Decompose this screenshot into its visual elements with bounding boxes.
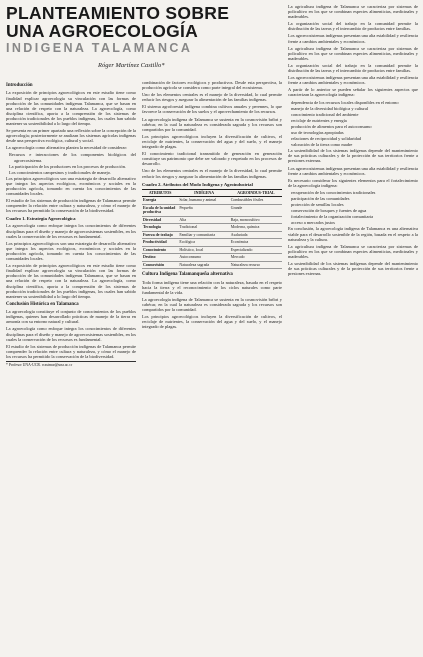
title-line-1: PLANTEAMIENTO SOBRE: [6, 3, 230, 23]
table-cell: Naturaleza recurso: [230, 261, 282, 269]
paragraph: La agroecología indígena de Talamanca se sustenta en la cosmovisión bribri y cabécar, en la cual la naturaleza es considerada sagrada y los recursos son compartidos por la comunidad.: [142, 296, 282, 312]
table-cell: Destino: [142, 254, 178, 262]
article-title: [6, 4, 284, 56]
table-1-title: Cuadro 1. Estrategia Agroecológica: [6, 216, 76, 222]
paragraph: El conocimiento tradicional transmitido de generación en generación constituye un patrimonio que debe ser valorado y respetado en los procesos de desarrollo.: [142, 151, 282, 167]
table-cell: Cosmovisión: [142, 261, 178, 269]
author-name: Róger Martínez Castillo*: [98, 62, 165, 69]
table-row: [142, 254, 282, 262]
table-cell: Mercado: [230, 254, 282, 262]
paragraph: La agroecología indígena de Talamanca se sustenta en la cosmovisión bribri y cabécar, en la cual la naturaleza es considerada sagrada y los recursos son compartidos por la comunidad.: [142, 116, 282, 132]
paragraph: Los principios agroecológicos incluyen la diversificación de cultivos, el reciclaje de nutrientes, la conservación del agua y del suelo, y el manejo integrado de plagas.: [142, 314, 282, 330]
title-line-3: INDIGENA TALAMANCA: [6, 41, 193, 55]
paragraph: Toda forma indígena tiene una relación con la naturaleza, basada en el respeto hacia la tierra y el reconocimiento de los ciclos naturales como parte fundamental de la vida.: [142, 279, 282, 295]
table-row: [142, 224, 282, 232]
table-row: [142, 239, 282, 247]
table-cell: Holístico, local: [178, 246, 229, 254]
table-header-cell: AGROINDUS-TRIAL: [230, 189, 282, 197]
table-2-title: Cuadro 2. Atributos del Modo Indígena y Agroindustrial: [142, 181, 253, 187]
paragraph: En conclusión, la agroecología indígena de Talamanca es una alternativa viable para el desarrollo sostenible de la región, basada en el respeto a la naturaleza y la cultura.: [288, 226, 418, 242]
table-cell: Familiar y comunitaria: [178, 231, 229, 239]
table-cell: Conocimiento: [142, 246, 178, 254]
table-header-cell: INDÍGENA: [178, 189, 229, 197]
bullet-item: reciclaje de nutrientes y energía: [291, 117, 347, 123]
bullet-item: recuperación de los conocimientos tradicionales: [291, 189, 376, 195]
paragraph: Los agroecosistemas indígenas presentan una alta estabilidad y resiliencia frente a cambios ambientales y económicos.: [288, 165, 418, 176]
title-line-2: UNA AGROECOLOGÍA: [6, 21, 199, 41]
paragraph: La agroecología como alternativa plantea la necesidad de considerar:: [6, 145, 128, 151]
bullet-item: Recursos e interacciones de los componentes biológicos del agroecosistema.: [9, 152, 136, 163]
paragraph: Los agroecosistemas indígenas presentan una alta estabilidad y resiliencia frente a cambios ambientales y económicos.: [288, 33, 418, 44]
paragraph: La agroecología como enfoque integra los conocimientos de diferentes disciplinas para el diseño y manejo de agroecosistemas sostenibles, en los cuales la conservación de los recursos es fundamental.: [6, 326, 136, 342]
paragraph: La agroecología como enfoque integra los conocimientos de diferentes disciplinas para el diseño y manejo de agroecosistemas sostenibles, en los cuales la conservación de los recursos es fundamental.: [6, 223, 136, 239]
table-row: [142, 204, 282, 216]
paragraph: combinación de factores ecológicos y productivos. Desde esta perspectiva, la producción agrícola se considera como parte integral del ecosistema.: [142, 80, 282, 91]
paragraph: El estudio de los sistemas de producción indígenas de Talamanca permite comprender la relación entre cultura y naturaleza, y cómo el manejo de los recursos ha permitido la conservación de la biodiversidad.: [6, 343, 136, 359]
bullet-item: Los conocimientos campesinos y tradicionales de manejo.: [9, 169, 112, 175]
table-cell: Fuerza de trabajo: [142, 231, 178, 239]
table-cell: Naturaleza sagrada: [178, 261, 229, 269]
table-cell: Solar, humana y animal: [178, 197, 229, 205]
table-cell: Baja, monocultivo: [230, 216, 282, 224]
table-cell: Tecnología: [142, 224, 178, 232]
table-cell: Autoconsumo: [178, 254, 229, 262]
column-2: [142, 80, 282, 652]
paragraph: Se presenta en un primer apartado una reflexión sobre la concepción de la agroecología; posteriormente se analizan los sistemas agrícolas indígenas desde una perspectiva ecológica, cultural y social.: [6, 128, 136, 144]
bullet-item: producción de alimentos para el autoconsumo: [291, 123, 372, 129]
paragraph: La agricultura indígena de Talamanca se caracteriza por sistemas de policultivo en los que se combinan especies alimenticias, medicinales y maderables.: [288, 45, 418, 61]
table-cell: Tradicional: [178, 224, 229, 232]
conclusion-heading: Conclusión Histórica en Talamanca: [6, 301, 79, 307]
bullet-item: conservación de bosques y fuentes de agua: [291, 208, 367, 214]
attributes-table: [142, 189, 282, 270]
paragraph: La agricultura indígena de Talamanca se caracteriza por sistemas de policultivo en los que se combinan especies alimenticias, medicinales y maderables.: [288, 243, 418, 259]
paragraph: Uno de los elementos centrales es el manejo de la diversidad, lo cual permite reducir los riesgos y asegurar la alimentación de las familias indígenas.: [142, 92, 282, 103]
bullet-item: participación de las comunidades: [291, 196, 350, 201]
bullet-item: relaciones de reciprocidad y solidaridad: [291, 136, 361, 142]
table-row: [142, 246, 282, 254]
paragraph: El sistema agroforestal indígena combina cultivos anuales y perennes, lo que favorece la conservación de los suelos y el aprovechamiento de los recursos.: [142, 104, 282, 115]
table-cell: Combustibles fósiles: [230, 197, 282, 205]
table-row: [142, 197, 282, 205]
bullet-item: conocimiento tradicional del ambiente: [291, 111, 359, 117]
bullet-item: valoración de la tierra como madre: [291, 142, 353, 148]
table-cell: Moderna, química: [230, 224, 282, 232]
paragraph: La organización social del trabajo en la comunidad permite la distribución de las tareas y el intercambio de productos entre familias.: [288, 21, 418, 32]
table-cell: Escala de la unidad productiva: [142, 204, 178, 216]
paragraph: El estudio de los sistemas de producción indígenas de Talamanca permite comprender la relación entre cultura y naturaleza, y cómo el manejo de los recursos ha permitido la conservación de la biodiversidad.: [6, 198, 136, 214]
paragraph: Los principios agroecológicos son una estrategia de desarrollo alternativo que integra los aspectos ecológicos, económicos y sociales en la producción agrícola, tomando en cuenta los conocimientos de las comunidades locales.: [6, 240, 136, 262]
paragraph: La exposición de principios agroecológicos en este estudio tiene como finalidad explicar agroecología su vinculación con las formas de producción de las comunidades indígenas Talamanca, que se basan en una relación de respeto con la naturaleza. La agroecología, como disciplina científica, aporta a la comprensión de los sistemas de producción tradicionales de los pueblos indígenas, los cuales han sabido mantener su sostenibilidad a lo largo del tiempo.: [6, 263, 136, 299]
table-header-row: [142, 189, 282, 197]
paragraph: Los principios agroecológicos incluyen la diversificación de cultivos, el reciclaje de nutrientes, la conservación del agua y del suelo, y el manejo integrado de plagas.: [142, 133, 282, 150]
bullet-item: manejo de la diversidad biológica y cultural: [291, 105, 369, 111]
table-header-cell: ATRIBUTOS: [142, 189, 178, 197]
column-1: [6, 80, 136, 652]
culture-heading: Cultura Indígena Talamanqueña alternativa: [142, 272, 233, 278]
paragraph: La exposición de principios agroecológicos en este estudio tiene como finalidad explicar agroecología su vinculación con las formas de producción de las comunidades indígenas Talamanca, que se basan en una relación de respeto con la naturaleza. La agroecología, como disciplina científica, aporta a la comprensión de los sistemas de producción tradicionales de los pueblos indígenas, los cuales han sabido mantener su sostenibilidad a lo largo del tiempo.: [6, 90, 136, 126]
paragraph: La sostenibilidad de los sistemas indígenas depende del mantenimiento de sus prácticas culturales y de la protección de sus territorios frente a presiones externas.: [288, 261, 418, 277]
table-row: [142, 216, 282, 224]
table-cell: Alta: [178, 216, 229, 224]
table-cell: Económica: [230, 239, 282, 247]
paragraph: Uno de los elementos centrales es el manejo de la diversidad, lo cual permite reducir los riesgos y asegurar la alimentación de las familias indígenas.: [142, 168, 282, 179]
table-cell: Diversidad: [142, 216, 178, 224]
table-cell: Pequeña: [178, 204, 229, 216]
table-cell: Ecológica: [178, 239, 229, 247]
bullet-item: fortalecimiento de la organización comunitaria: [291, 214, 374, 220]
footnote: * Profesor UNA-UCR. rcastmar@una.ac.cr: [6, 361, 136, 368]
paragraph: A partir de lo anterior se pueden señalar los siguientes aspectos que caracterizan la agroecología indígena:: [288, 87, 418, 98]
paragraph: Los principios agroecológicos son una estrategia de desarrollo alternativo que integra los aspectos ecológicos, económicos y sociales en la producción agrícola, tomando en cuenta los conocimientos de las comunidades locales.: [6, 175, 136, 197]
bullet-item: acceso a mercados justos: [291, 220, 336, 226]
table-cell: Especializado: [230, 246, 282, 254]
paragraph: Es necesario considerar los siguientes elementos para el fortalecimiento de la agroecología indígena:: [288, 177, 418, 188]
bullet-item: dependencia de los recursos locales disponibles en el entorno: [291, 99, 399, 105]
intro-heading: Introducción: [6, 83, 33, 88]
paragraph: La agroecología constituye el conjunto de conocimientos de los pueblos indígenas, quienes han desarrollado prácticas de manejo de la tierra en armonía con su entorno natural y cultural.: [6, 309, 136, 325]
paragraph: Los agroecosistemas indígenas presentan una alta estabilidad y resiliencia frente a cambios ambientales y económicos.: [288, 75, 418, 86]
table-cell: Productividad: [142, 239, 178, 247]
bullet-item: La participación de los productores en los procesos de producción.: [9, 163, 127, 169]
table-row: [142, 261, 282, 269]
paragraph: La sostenibilidad de los sistemas indígenas depende del mantenimiento de sus prácticas culturales y de la protección de sus territorios frente a presiones externas.: [288, 148, 418, 164]
table-cell: Asalariada: [230, 231, 282, 239]
table-cell: Energía: [142, 197, 178, 205]
paragraph: La organización social del trabajo en la comunidad permite la distribución de las tareas y el intercambio de productos entre familias.: [288, 62, 418, 74]
bullet-item: protección de semillas locales: [291, 202, 344, 208]
table-row: [142, 231, 282, 239]
paragraph: La agricultura indígena de Talamanca se caracteriza por sistemas de policultivo en los que se combinan especies alimenticias, medicinales y maderables.: [288, 4, 418, 20]
column-3: [288, 4, 418, 652]
bullet-item: uso de tecnologías apropiadas: [291, 129, 344, 135]
table-cell: Grande: [230, 204, 282, 216]
